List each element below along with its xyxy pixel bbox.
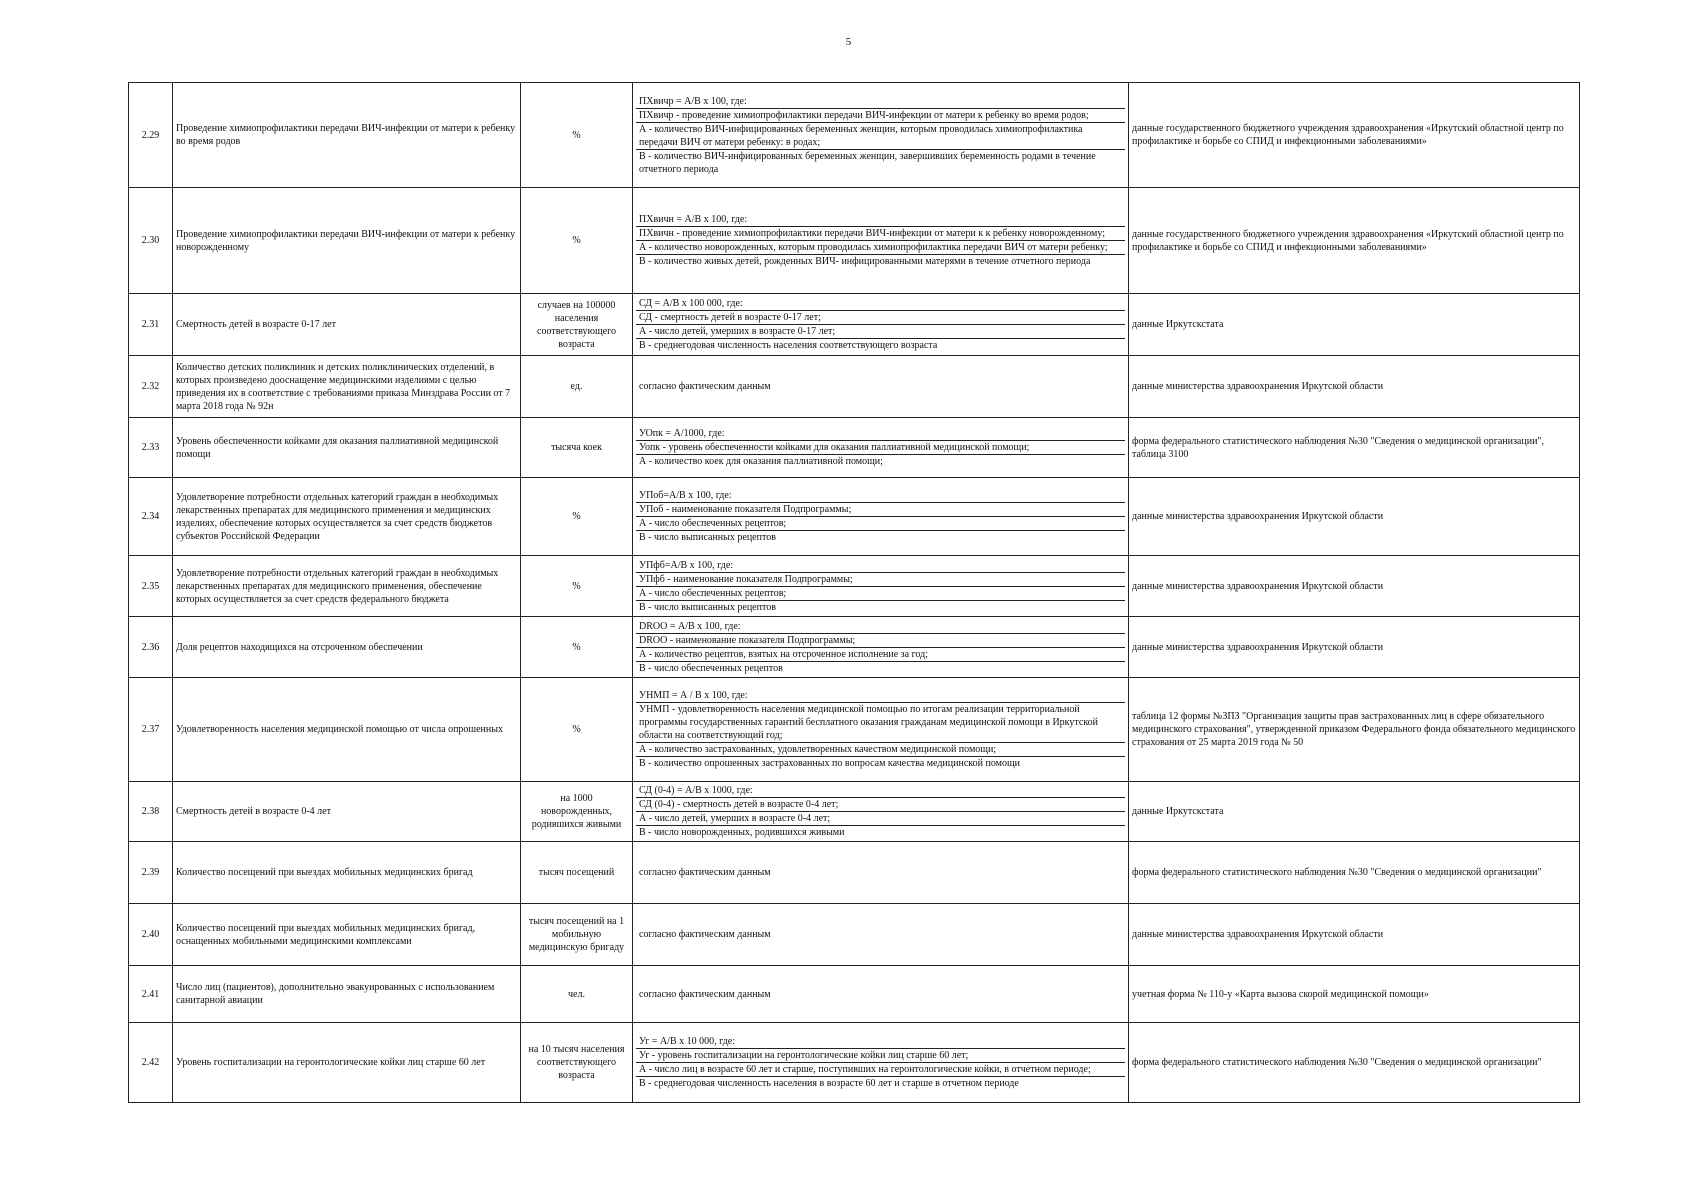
calculation-method bbox=[633, 904, 1129, 966]
unit-of-measure: случаев на 100000 населения соответствующего возраста bbox=[521, 294, 633, 356]
formula-line: А - количество коек для оказания паллиативной помощи; bbox=[639, 456, 883, 467]
formula-expression: УПфб=А/В х 100, где: bbox=[636, 559, 1125, 573]
formula-line: В - среднегодовая численность населения соответствующего возраста bbox=[639, 340, 938, 351]
table-row bbox=[129, 478, 1580, 556]
data-source: данные министерства здравоохранения Иркутской области bbox=[1129, 478, 1580, 556]
formula-line: СД - смертность детей в возрасте 0-17 лет; bbox=[636, 311, 1125, 325]
formula-line: А - число лиц в возрасте 60 лет и старше, поступивших на геронтологические койки, в отчетном периоде; bbox=[636, 1063, 1125, 1077]
table-row bbox=[129, 1023, 1580, 1103]
calculation-method bbox=[633, 418, 1129, 478]
data-source: форма федерального статистического наблюдения №30 "Сведения о медицинской организации" bbox=[1129, 1023, 1580, 1103]
row-number: 2.42 bbox=[129, 1023, 173, 1103]
indicator-name: Уровень госпитализации на геронтологические койки лиц старше 60 лет bbox=[173, 1023, 521, 1103]
row-number: 2.37 bbox=[129, 678, 173, 782]
data-source: данные министерства здравоохранения Иркутской области bbox=[1129, 617, 1580, 678]
formula-line: УНМП - удовлетворенность населения медицинской помощью по итогам реализации территориальной программы государственных гарантий бесплатного оказания гражданам медицинской помощи в Иркутской области на соответствующий год; bbox=[636, 703, 1125, 743]
row-number: 2.33 bbox=[129, 418, 173, 478]
calculation-method bbox=[633, 842, 1129, 904]
formula-line: А - число детей, умерших в возрасте 0-17 лет; bbox=[636, 325, 1125, 339]
calculation-method bbox=[633, 1023, 1129, 1103]
unit-of-measure: тысяч посещений на 1 мобильную медицинскую бригаду bbox=[521, 904, 633, 966]
formula-expression: СД (0-4) = А/В х 1000, где: bbox=[636, 784, 1125, 798]
formula-line: В - число новорожденных, родившихся живыми bbox=[639, 827, 845, 838]
data-source: данные министерства здравоохранения Иркутской области bbox=[1129, 356, 1580, 418]
table-row bbox=[129, 188, 1580, 294]
data-source: учетная форма № 110-у «Карта вызова скорой медицинской помощи» bbox=[1129, 966, 1580, 1023]
data-source: форма федерального статистического наблюдения №30 "Сведения о медицинской организации" bbox=[1129, 842, 1580, 904]
unit-of-measure: ед. bbox=[521, 356, 633, 418]
formula-expression: СД = А/В х 100 000, где: bbox=[636, 297, 1125, 311]
data-source: данные Иркутскстата bbox=[1129, 782, 1580, 842]
calculation-method bbox=[633, 966, 1129, 1023]
formula-line: ПХвичн - проведение химиопрофилактики передачи ВИЧ-инфекции от матери к к ребенку новорожденному; bbox=[636, 227, 1125, 241]
formula-line: В - количество опрошенных застрахованных по вопросам качества медицинской помощи bbox=[639, 758, 1021, 769]
unit-of-measure: % bbox=[521, 83, 633, 188]
formula-line: А - количество новорожденных, которым проводилась химиопрофилактика передачи ВИЧ от матери ребенку; bbox=[636, 241, 1125, 255]
row-number: 2.30 bbox=[129, 188, 173, 294]
unit-of-measure: % bbox=[521, 478, 633, 556]
formula-line: ПХвичр - проведение химиопрофилактики передачи ВИЧ-инфекции от матери к ребенку во время родов; bbox=[636, 109, 1125, 123]
calculation-method bbox=[633, 478, 1129, 556]
calculation-method bbox=[633, 294, 1129, 356]
table-row bbox=[129, 418, 1580, 478]
data-source: данные министерства здравоохранения Иркутской области bbox=[1129, 904, 1580, 966]
data-source: форма федерального статистического наблюдения №30 "Сведения о медицинской организации", таблица 3100 bbox=[1129, 418, 1580, 478]
formula-line: DROO - наименование показателя Подпрограммы; bbox=[636, 634, 1125, 648]
row-number: 2.31 bbox=[129, 294, 173, 356]
formula-line: А - число обеспеченных рецептов; bbox=[636, 517, 1125, 531]
table-row bbox=[129, 904, 1580, 966]
row-number: 2.38 bbox=[129, 782, 173, 842]
unit-of-measure: чел. bbox=[521, 966, 633, 1023]
formula-expression: УНМП = А / В х 100, где: bbox=[636, 689, 1125, 703]
row-number: 2.29 bbox=[129, 83, 173, 188]
formula-line: В - количество живых детей, рожденных ВИЧ- инфицированными матерями в течение отчетного периода bbox=[639, 256, 1091, 267]
data-source: данные министерства здравоохранения Иркутской области bbox=[1129, 556, 1580, 617]
row-number: 2.40 bbox=[129, 904, 173, 966]
table-row bbox=[129, 678, 1580, 782]
indicator-name: Доля рецептов находящихся на отсроченном обеспечении bbox=[173, 617, 521, 678]
indicator-name: Удовлетворение потребности отдельных категорий граждан в необходимых лекарственных препаратах для медицинского применения и медицинских изделиях, обеспечение которых осуществляется за счет средств бюджетов субъектов Российской Федерации bbox=[173, 478, 521, 556]
indicator-name: Уровень обеспеченности койками для оказания паллиативной медицинской помощи bbox=[173, 418, 521, 478]
formula-line: согласно фактическим данным bbox=[639, 381, 771, 392]
indicator-name: Количество посещений при выездах мобильных медицинских бригад bbox=[173, 842, 521, 904]
table-row bbox=[129, 83, 1580, 188]
formula-line: В - число выписанных рецептов bbox=[639, 532, 776, 543]
data-source: данные Иркутскстата bbox=[1129, 294, 1580, 356]
unit-of-measure: % bbox=[521, 678, 633, 782]
data-source: таблица 12 формы №ЗПЗ "Организация защиты прав застрахованных лиц в сфере обязательного медицинского страхования", утвержденной приказом Федерального фонда обязательного медицинского страхования от 25 марта 2019 года № 50 bbox=[1129, 678, 1580, 782]
indicator-name: Проведение химиопрофилактики передачи ВИЧ-инфекции от матери к ребенку во время родов bbox=[173, 83, 521, 188]
formula-line: СД (0-4) - смертность детей в возрасте 0-4 лет; bbox=[636, 798, 1125, 812]
unit-of-measure: тысяч посещений bbox=[521, 842, 633, 904]
formula-expression: ПХвичн = А/В х 100, где: bbox=[636, 213, 1125, 227]
unit-of-measure: % bbox=[521, 617, 633, 678]
indicator-name: Число лиц (пациентов), дополнительно эвакуированных с использованием санитарной авиации bbox=[173, 966, 521, 1023]
indicators-table bbox=[128, 82, 1580, 1103]
indicator-name: Удовлетворение потребности отдельных категорий граждан в необходимых лекарственных препаратах для медицинского применения, обеспечение которых осуществляется за счет средств федерального бюджета bbox=[173, 556, 521, 617]
page-number: 5 bbox=[845, 36, 852, 48]
table-body bbox=[129, 83, 1580, 1103]
formula-line: Уопк - уровень обеспеченности койками для оказания паллиативной медицинской помощи; bbox=[636, 441, 1125, 455]
formula-line: А - количество ВИЧ-инфицированных беременных женщин, которым проводилась химиопрофилактика передачи ВИЧ от матери ребенку: в родах; bbox=[636, 123, 1125, 150]
formula-expression: УОпк = А/1000, где: bbox=[636, 427, 1125, 441]
formula-line: А - количество рецептов, взятых на отсроченное исполнение за год; bbox=[636, 648, 1125, 662]
formula-expression: ПХвичр = А/В х 100, где: bbox=[636, 95, 1125, 109]
calculation-method bbox=[633, 83, 1129, 188]
table-row bbox=[129, 356, 1580, 418]
formula-line: согласно фактическим данным bbox=[639, 929, 771, 940]
calculation-method bbox=[633, 617, 1129, 678]
table-row bbox=[129, 294, 1580, 356]
formula-line: УПоб - наименование показателя Подпрограммы; bbox=[636, 503, 1125, 517]
unit-of-measure: на 10 тысяч населения соответствующего возраста bbox=[521, 1023, 633, 1103]
table-row bbox=[129, 617, 1580, 678]
indicator-name: Количество посещений при выездах мобильных медицинских бригад, оснащенных мобильными медицинскими комплексами bbox=[173, 904, 521, 966]
formula-expression: Уг = А/В х 10 000, где: bbox=[636, 1035, 1125, 1049]
row-number: 2.34 bbox=[129, 478, 173, 556]
data-source: данные государственного бюджетного учреждения здравоохранения «Иркутский областной центр по профилактике и борьбе со СПИД и инфекционными заболеваниями» bbox=[1129, 188, 1580, 294]
formula-line: В - число обеспеченных рецептов bbox=[639, 662, 783, 674]
formula-line: согласно фактическим данным bbox=[639, 988, 771, 1000]
calculation-method bbox=[633, 556, 1129, 617]
formula-expression: УПоб=А/В х 100, где: bbox=[636, 489, 1125, 503]
formula-line: В - число выписанных рецептов bbox=[639, 601, 776, 613]
unit-of-measure: % bbox=[521, 188, 633, 294]
formula-line: Уг - уровень госпитализации на геронтологические койки лиц старше 60 лет; bbox=[636, 1049, 1125, 1063]
calculation-method bbox=[633, 356, 1129, 418]
formula-line: согласно фактическим данным bbox=[639, 867, 771, 878]
table-row bbox=[129, 842, 1580, 904]
formula-line: В - количество ВИЧ-инфицированных беременных женщин, завершивших беременность родами в течение отчетного периода bbox=[639, 150, 1096, 175]
formula-line: УПфб - наименование показателя Подпрограммы; bbox=[636, 573, 1125, 587]
unit-of-measure: на 1000 новорожденных, родившихся живыми bbox=[521, 782, 633, 842]
calculation-method bbox=[633, 188, 1129, 294]
indicators-table-wrap bbox=[128, 82, 1579, 1103]
indicator-name: Смертность детей в возрасте 0-4 лет bbox=[173, 782, 521, 842]
data-source: данные государственного бюджетного учреждения здравоохранения «Иркутский областной центр по профилактике и борьбе со СПИД и инфекционными заболеваниями» bbox=[1129, 83, 1580, 188]
table-row bbox=[129, 966, 1580, 1023]
indicator-name: Количество детских поликлиник и детских поликлинических отделений, в которых произведено дооснащение медицинскими изделиями с целью приведения их в соответствие с требованиями приказа Минздрава России от 7 марта 2018 года № 92н bbox=[173, 356, 521, 418]
indicator-name: Смертность детей в возрасте 0-17 лет bbox=[173, 294, 521, 356]
indicator-name: Удовлетворенность населения медицинской помощью от числа опрошенных bbox=[173, 678, 521, 782]
formula-line: А - число детей, умерших в возрасте 0-4 лет; bbox=[636, 812, 1125, 826]
formula-line: А - количество застрахованных, удовлетворенных качеством медицинской помощи; bbox=[636, 743, 1125, 757]
calculation-method bbox=[633, 678, 1129, 782]
table-row bbox=[129, 556, 1580, 617]
row-number: 2.32 bbox=[129, 356, 173, 418]
row-number: 2.41 bbox=[129, 966, 173, 1023]
indicator-name: Проведение химиопрофилактики передачи ВИЧ-инфекции от матери к ребенку новорожденному bbox=[173, 188, 521, 294]
calculation-method bbox=[633, 782, 1129, 842]
unit-of-measure: % bbox=[521, 556, 633, 617]
row-number: 2.36 bbox=[129, 617, 173, 678]
row-number: 2.35 bbox=[129, 556, 173, 617]
formula-line: А - число обеспеченных рецептов; bbox=[636, 587, 1125, 601]
formula-expression: DROO = А/В х 100, где: bbox=[636, 620, 1125, 634]
table-row bbox=[129, 782, 1580, 842]
row-number: 2.39 bbox=[129, 842, 173, 904]
unit-of-measure: тысяча коек bbox=[521, 418, 633, 478]
formula-line: В - среднегодовая численность населения в возрасте 60 лет и старше в отчетном периоде bbox=[639, 1078, 1019, 1089]
